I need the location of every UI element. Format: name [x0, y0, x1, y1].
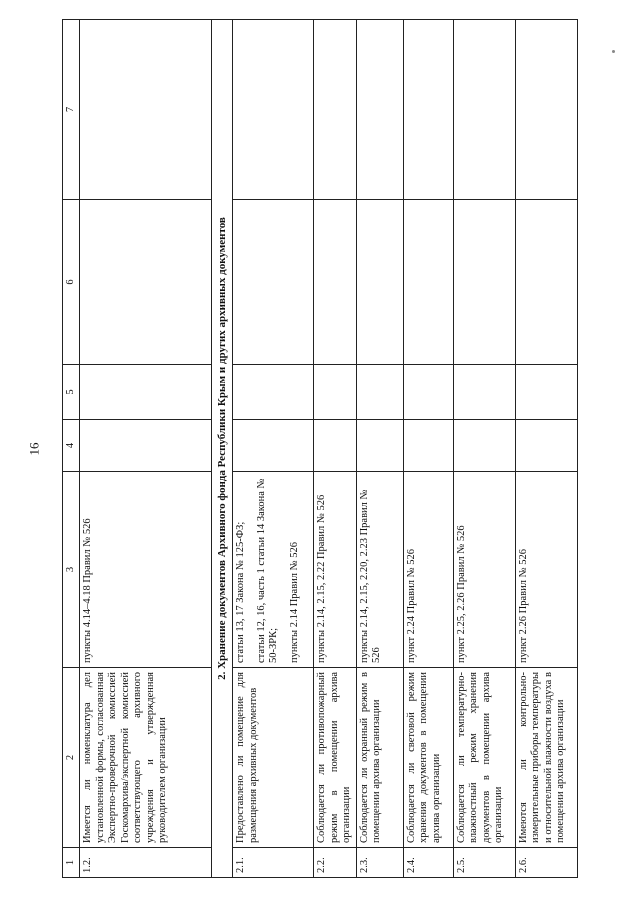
header-col-7: 7 — [63, 20, 80, 200]
scan-speck — [612, 50, 615, 53]
empty-cell — [515, 200, 577, 365]
row-number: 2.1. — [233, 848, 314, 878]
reference-line: пункты 2.14 Правил № 526 — [288, 541, 300, 663]
empty-cell — [515, 365, 577, 420]
empty-cell — [453, 20, 515, 200]
row-description: Имеются ли контрольно-измерительные приборы температуры и относительной влажности воздуха в помещении архива организации — [515, 668, 577, 848]
empty-cell — [314, 420, 357, 472]
reference-line: пункт 2.24 Правил № 526 — [405, 549, 417, 663]
empty-cell — [314, 365, 357, 420]
reference-line: пункт 2.26 Правил № 526 — [517, 549, 529, 663]
header-row — [63, 20, 80, 878]
empty-cell — [80, 200, 212, 365]
table-row — [515, 20, 577, 878]
row-number: 2.2. — [314, 848, 357, 878]
empty-cell — [314, 200, 357, 365]
empty-cell — [314, 20, 357, 200]
header-col-6: 6 — [63, 200, 80, 365]
reference-line: статьи 12, 16, часть 1 статьи 14 Закона № 50-ЗРК; — [255, 478, 279, 663]
reference-line: пункт 2.25, 2.26 Правил № 526 — [455, 525, 467, 663]
row-description: Соблюдается ли температурно-влажностный режим хранения документов в помещении архива организации — [453, 668, 515, 848]
empty-cell — [233, 420, 314, 472]
inspection-table — [62, 19, 578, 878]
rotated-table-container — [62, 20, 610, 878]
empty-cell — [356, 200, 403, 365]
empty-cell — [233, 200, 314, 365]
empty-cell — [233, 20, 314, 200]
empty-cell — [515, 20, 577, 200]
header-col-5: 5 — [63, 365, 80, 420]
row-number: 2.3. — [356, 848, 403, 878]
empty-cell — [403, 20, 453, 200]
empty-cell — [403, 420, 453, 472]
empty-cell — [80, 420, 212, 472]
header-col-2: 2 — [63, 668, 80, 848]
empty-cell — [356, 20, 403, 200]
row-reference — [453, 472, 515, 668]
header-col-1: 1 — [63, 848, 80, 878]
empty-cell — [453, 420, 515, 472]
row-number: 1.2. — [80, 848, 212, 878]
row-description: Соблюдается ли противопожарный режим в помещении архива организации — [314, 668, 357, 848]
empty-cell — [80, 365, 212, 420]
row-reference — [515, 472, 577, 668]
row-description: Соблюдается ли световой режим хранения документов в помещении архива организации — [403, 668, 453, 848]
table-row — [233, 20, 314, 878]
row-description: Имеется ли номенклатура дел установленной формы, согласованная Экспертно-проверочной комиссией Госкомархива/экспертной комиссией соответствующего архивного учреждения и утвержденная руководителем организации — [80, 668, 212, 848]
table-row — [314, 20, 357, 878]
empty-cell — [80, 20, 212, 200]
section-heading-row — [212, 20, 233, 878]
reference-line: статьи 13, 17 Закона № 125-ФЗ; — [235, 521, 246, 663]
empty-cell — [233, 365, 314, 420]
empty-cell — [515, 420, 577, 472]
table-row — [80, 20, 212, 878]
row-reference — [80, 472, 212, 668]
table-row — [453, 20, 515, 878]
empty-cell — [403, 200, 453, 365]
reference-line: пункты 2.14, 2.15, 2.20, 2.23 Правил № 526 — [358, 489, 382, 663]
empty-cell — [453, 200, 515, 365]
row-reference — [403, 472, 453, 668]
row-reference — [233, 472, 314, 668]
row-description: Соблюдается ли охранный режим в помещении архива организации — [356, 668, 403, 848]
section-title: 2. Хранение документов Архивного фонда Республики Крым и других архивных документов — [212, 20, 233, 878]
row-number: 2.5. — [453, 848, 515, 878]
row-description: Предоставлено ли помещение для размещения архивных документов — [233, 668, 314, 848]
empty-cell — [403, 365, 453, 420]
row-reference — [314, 472, 357, 668]
empty-cell — [356, 420, 403, 472]
page-number: 16 — [26, 442, 42, 456]
empty-cell — [356, 365, 403, 420]
header-col-4: 4 — [63, 420, 80, 472]
table-row — [403, 20, 453, 878]
reference-line: пункты 2.14, 2.15, 2.22 Правил № 526 — [316, 494, 327, 663]
empty-cell — [453, 365, 515, 420]
row-reference — [356, 472, 403, 668]
reference-line: пункты 4.14–4.18 Правил № 526 — [82, 518, 93, 663]
row-number: 2.6. — [515, 848, 577, 878]
header-col-3: 3 — [63, 472, 80, 668]
table-row — [356, 20, 403, 878]
row-number: 2.4. — [403, 848, 453, 878]
